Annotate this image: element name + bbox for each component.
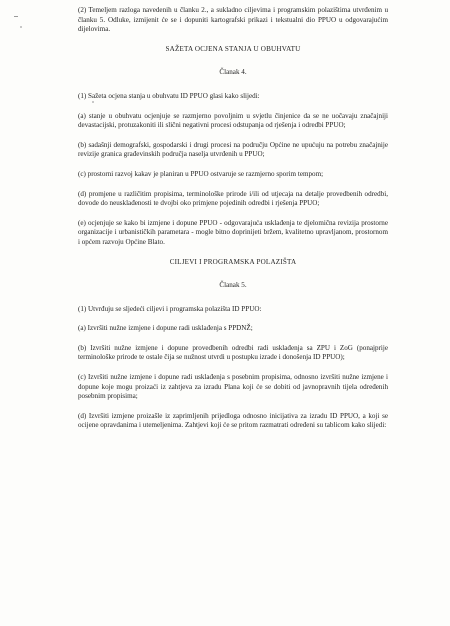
article-5-title: Članak 5. — [219, 281, 247, 290]
article-4-title: Članak 4. — [219, 68, 247, 77]
margin-mark — [14, 16, 18, 17]
intro-paragraph: (2) Temeljem razloga navedenih u članku 2., a sukladno ciljevima i programskim polazištima utvrđenim u članku 5. Odluke, izmijenit će se i dopuniti kartografski prikazi i tekstualni dio PPUO u odgovarajućim dijelovima. — [78, 6, 388, 34]
article-5-item-b: (b) Izvršiti nužne izmjene i dopune provedbenih odredbi radi usklađenja sa ZPU i ZoG (ponajprije terminološke prirode te ostale čija se nužnost utvrdi u postupku izrade i donošenja ID PPUO); — [78, 343, 388, 362]
document-body — [78, 6, 388, 441]
article-4-item-a: (a) stanje u obuhvatu ocjenjuje se razmjerno povoljnim u svjetlu činjenice da se ne uočavaju značajniji devastacijski, protuzakoniti ili slični negativni procesi odstupanja od rješenja i odredbi PPUO; — [78, 111, 388, 130]
article-5-item-c: (c) Izvršiti nužne izmjene i dopune radi usklađenja s posebnim propisima, odnosno izvršiti nužne izmjene i dopune koje mogu proizaći iz zahtjeva za izradu Plana koji će se dobiti od javnopravnih tijela određenih posebnim propisima; — [78, 373, 388, 401]
article-4-item-e: (e) ocjenjuje se kako bi izmjene i dopune PPUO - odgovarajuća usklađenja te djelomična revizija prostorne organizacije i urbanističkih parametara - mogle bitno doprinijeti bržem, kvalitetno upravljanom, prostornom i općem razvoju Općine Blato. — [78, 218, 388, 246]
article-5-item-a: (a) Izvršiti nužne izmjene i dopune radi usklađenja s PPDNŽ; — [78, 324, 253, 333]
article-4-item-b: (b) sadašnji demografski, gospodarski i drugi procesi na području Općine ne upućuju na potrebu značajnije revizije granica građevinskih područja naselja utvrđenih u PPUO; — [78, 140, 388, 159]
scan-speck — [20, 26, 22, 28]
article-4-paragraph-1: (1) Sažeta ocjena stanja u obuhvatu ID PPUO glasi kako slijedi: — [78, 91, 260, 100]
article-5-item-d: (d) Izvršiti izmjene proizašle iz zaprimljenih prijedloga odnosno inicijativa za izradu ID PPUO, a koji se ocijene opravdanima i utemeljenima. Zahtjevi koji će se pritom razmatrati određeni su tablicom kako slijedi: — [78, 411, 388, 430]
article-4-item-c: (c) prostorni razvoj kakav je planiran u PPUO ostvaruje se razmjerno sporim tempom; — [78, 169, 324, 178]
section-heading-summary: SAŽETA OCJENA STANJA U OBUHVATU — [165, 44, 301, 53]
article-5-paragraph-1: (1) Utvrđuju se sljedeći ciljevi i programska polazišta ID PPUO: — [78, 304, 262, 313]
article-4-item-d: (d) promjene u različitim propisima, terminološke prirode i/ili od utjecaja na detalje provedbenih odredbi, dovode do neusklađenosti te dvojbi oko primjene pojedinih odredbi i rješenja PPUO; — [78, 189, 388, 208]
section-heading-goals: CILJEVI I PROGRAMSKA POLAZIŠTA — [169, 257, 297, 266]
